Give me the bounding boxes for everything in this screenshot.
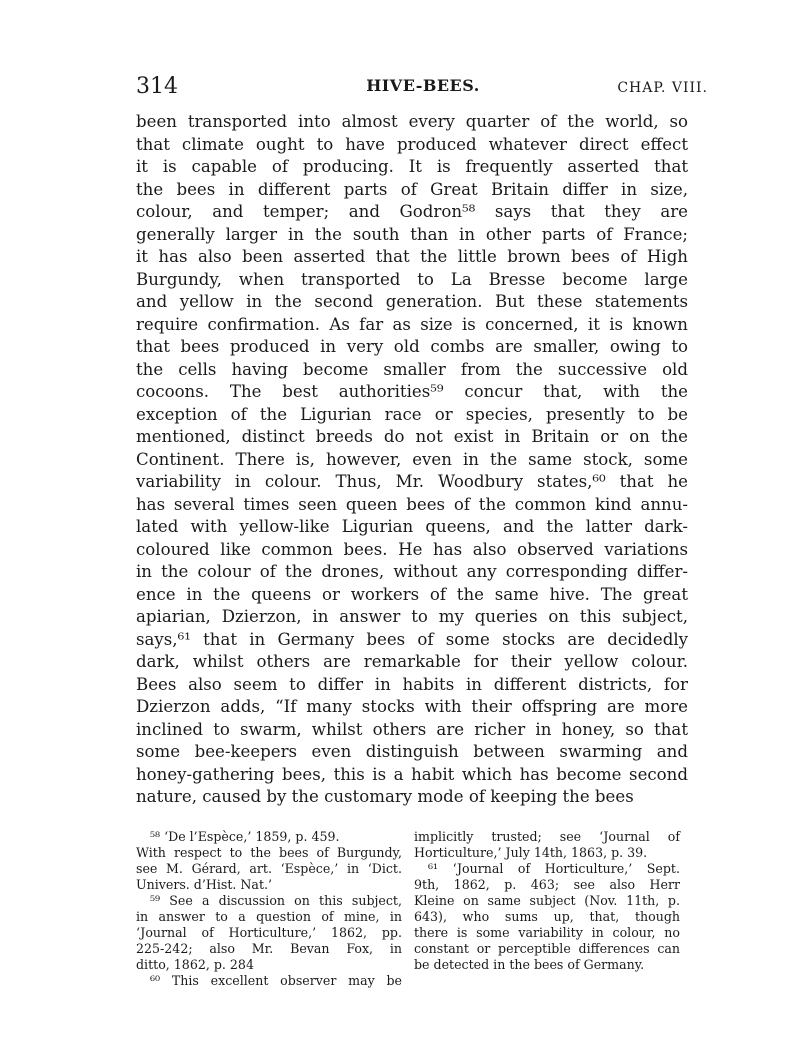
body-line: the bees in different parts of Great Britain differ in size, (136, 179, 688, 199)
footnote-line: ditto, 1862, p. 284 (136, 957, 254, 972)
body-line: it has also been asserted that the little brown bees of High (136, 247, 688, 266)
body-line: that bees produced in very old combs are smaller, owing to (136, 337, 688, 356)
body-line: inclined to swarm, whilst others are richer in honey, so that (136, 719, 688, 739)
footnote-line: 9th, 1862, p. 463; see also Herr (414, 877, 680, 892)
footnote-line: 225-242; also Mr. Bevan Fox, in (136, 941, 402, 956)
body-line: Dzierzon adds, “If many stocks with their offspring are more (136, 697, 688, 716)
body-line: Bees also seem to differ in habits in different districts, for (136, 674, 688, 694)
body-line: exception of the Ligurian race or species, presently to be (136, 404, 688, 424)
body-line: says,⁶¹ that in Germany bees of some stocks are decidedly (136, 629, 688, 649)
body-line: that climate ought to have produced whatever direct effect (136, 134, 688, 154)
footnote-line: ‘Journal of Horticulture,’ 1862, pp. (136, 925, 402, 940)
body-line: dark, whilst others are remarkable for their yellow colour. (136, 652, 688, 671)
body-line: in the colour of the drones, without any corresponding differ- (136, 562, 688, 581)
body-line: honey-gathering bees, this is a habit which has become second (136, 764, 688, 784)
footnote-line: Kleine on same subject (Nov. 11th, p. (414, 893, 680, 908)
footnote-line: ⁶⁰ This excellent observer may be (150, 973, 402, 988)
body-line: generally larger in the south than in other parts of France; (136, 224, 688, 244)
chapter-label: CHAP. VIII. (617, 80, 708, 96)
footnote-line: implicitly trusted; see ‘Journal of (414, 829, 680, 844)
body-line: cocoons. The best authorities⁵⁹ concur that, with the (136, 382, 688, 401)
body-line: it is capable of producing. It is frequently asserted that (136, 157, 688, 176)
body-line: has several times seen queen bees of the common kind annu- (136, 494, 688, 514)
body-line: apiarian, Dzierzon, in answer to my queries on this subject, (136, 607, 688, 626)
body-line: mentioned, distinct breeds do not exist in Britain or on the (136, 427, 688, 446)
footnote-line: 643), who sums up, that, though (414, 909, 680, 924)
body-line: variability in colour. Thus, Mr. Woodbury states,⁶⁰ that he (136, 472, 688, 491)
footnote-line: in answer to a question of mine, in (136, 909, 402, 924)
page-number: 314 (136, 74, 178, 99)
body-line: lated with yellow-like Ligurian queens, and the latter dark- (136, 517, 688, 536)
footnote-line: see M. Gérard, art. ‘Espèce,’ in ‘Dict. (136, 861, 402, 876)
body-line: some bee-keepers even distinguish between swarming and (136, 742, 688, 761)
body-line: ence in the queens or workers of the same hive. The great (136, 584, 688, 604)
body-text (136, 111, 688, 809)
footnote-line: ⁵⁹ See a discussion on this subject, (150, 893, 402, 908)
body-line: colour, and temper; and Godron⁵⁸ says that they are (136, 202, 688, 221)
footnote-line: ⁶¹ ‘Journal of Horticulture,’ Sept. (428, 861, 680, 876)
body-line: and yellow in the second generation. But these statements (136, 292, 688, 311)
body-line: nature, caused by the customary mode of keeping the bees (136, 787, 634, 806)
body-line: coloured like common bees. He has also observed variations (136, 539, 688, 559)
footnotes-right-column (414, 829, 680, 973)
body-line: the cells having become smaller from the successive old (136, 359, 688, 379)
page-header (134, 74, 712, 104)
footnotes-left-column (136, 829, 402, 989)
body-line: require confirmation. As far as size is concerned, it is known (136, 314, 688, 334)
body-line: Burgundy, when transported to La Bresse become large (136, 269, 688, 289)
body-line: been transported into almost every quarter of the world, so (136, 112, 688, 131)
footnote-line: Horticulture,’ July 14th, 1863, p. 39. (414, 845, 648, 860)
footnote-line: Univers. d’Hist. Nat.’ (136, 877, 273, 892)
footnote-line: ⁵⁸ ‘De l’Espèce,’ 1859, p. 459. (150, 829, 340, 844)
body-line: Continent. There is, however, even in the same stock, some (136, 449, 688, 469)
footnote-line: With respect to the bees of Burgundy, (136, 845, 402, 860)
footnote-line: there is some variability in colour, no (414, 925, 680, 940)
footnote-line: constant or perceptible differences can (414, 941, 680, 956)
running-title: HIVE-BEES. (366, 76, 480, 95)
footnote-line: be detected in the bees of Germany. (414, 957, 645, 972)
